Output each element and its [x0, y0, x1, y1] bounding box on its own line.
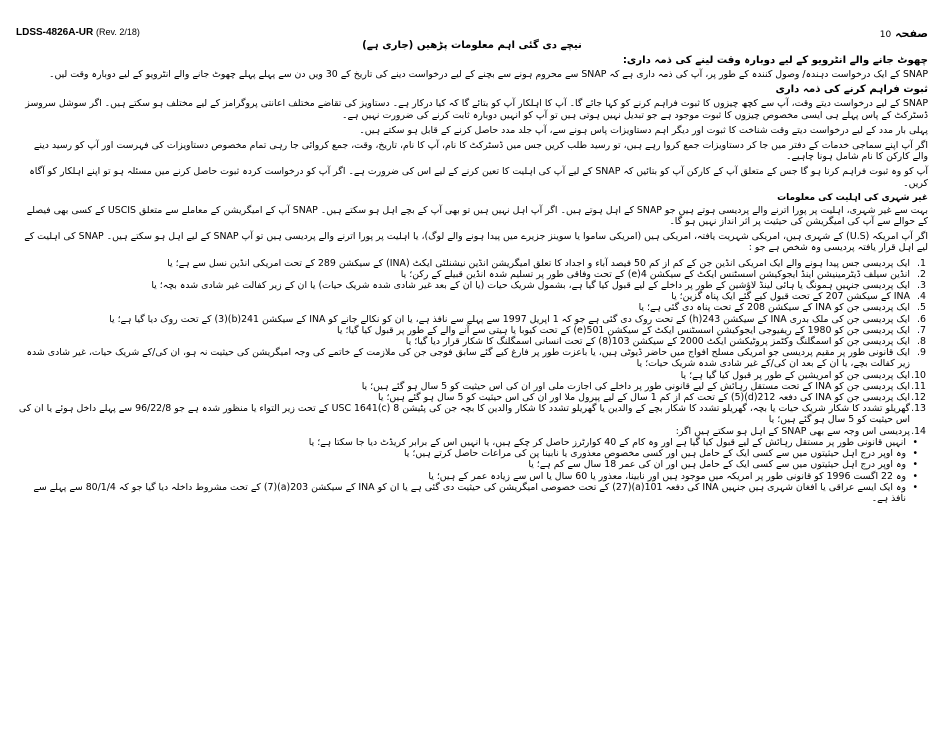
item-number: 1.: [917, 257, 926, 269]
proof-paragraph-1: SNAP کے لیے درخواست دیتے وقت، آپ سے کچھ چیزوں کا ثبوت فراہم کرنے کو کہا جائے گا۔ آپ کا اہلکار آپ کو بتائے گا کہ کیا درکار ہے۔ دستاویز کی تقاضے مختلف اعانتی پروگرامز کے لیے مختلف ہو سکتے ہیں۔ اگر سوشل سروسز ڈسٹرکٹ کے پاس پہلے ہی ایسی مخصوص چیزوں کا ثبوت موجود ہے جو تبدیل نہیں ہوتی ہیں تو آپ کو انہیں دوبارہ ثابت کرنے کی ضرورت نہیں ہے۔: [25, 98, 928, 121]
list-item: [16, 291, 926, 303]
form-revision: (Rev. 2/18): [96, 27, 140, 37]
bullet-item: • وہ ایک ایسے عراقی یا افغان شہری ہیں جنہیں INA کی دفعہ 101(a)(27) کے تحت خصوصی امیگریشن کی حیثیت دی گئی ہے یا ان کو INA کے سیکشن 203(a)(7) کے تحت مشروط داخلہ دیا گیا جو کہ 80/1/4 سے پہلے سے نافذ ہے۔: [16, 482, 906, 504]
bullet-item: • وہ 22 اگست 1996 کو قانونی طور پر امریکہ میں موجود ہیں اور نابینا، معذور یا 60 سال یا اس سے زیادہ عمر کے ہیں؛ یا: [16, 471, 906, 482]
list-item: [16, 392, 926, 404]
item-number: 7.: [917, 324, 926, 336]
item-number: 4.: [917, 291, 926, 303]
item-text: ایک قانونی طور پر مقیم پردیسی جو امریکی مسلح افواج میں حاضر ڈیوٹی ہیں، یا باعزت طور پر فارغ کیے گئے سابق فوجی جن کی ملازمت کے خاتمے کی وجہ امیگریشن کی حیثیت نہ ہو، ان کی/کے شریک حیات، غیر شادی شدہ زیر کفالت بچے، یا ان کے بعد ان کی/کے غیر شادی شدہ شریک حیات؛ یا: [26, 347, 910, 370]
item-text: ایک پردیسی جن کو اسمگلنگ وکٹمز پروٹیکشن ایکٹ 2000 کے سیکشن 103(8) کے تحت انسانی اسمگلنگ کا شکار قرار دیا گیا؛ یا: [405, 336, 910, 348]
proof-paragraph-4: آپ کو وہ ثبوت فراہم کرنا ہو گا جس کے متعلق آپ کے کارکن آپ کو بتائیں کہ SNAP کے لیے آپ کی اہلیت کا تعین کرنے کے لیے اس کی ضرورت ہے۔ اگر آپ کو درخواست کردہ ثبوت حاصل کرنے میں مسئلہ ہو تو اپنے اہلکار کو آگاہ کریں۔: [29, 166, 928, 189]
form-id-code: LDSS-4826A-UR: [16, 27, 94, 38]
bullet-item: • وہ اوپر درج اہل حیثیتوں میں سے کسی ایک کے حامل ہیں اور ان کی عمر 18 سال سے کم ہے؛ یا: [16, 459, 906, 470]
list-item: [16, 324, 926, 336]
missed-interview-body: SNAP کے ایک درخواست دہندہ/ وصول کنندہ کے طور پر، آپ کی ذمہ داری ہے کہ SNAP سے محروم ہونے سے بچنے کے لیے درخواست دینے کی تاریخ کے 30 ویں دن سے پہلے پہلے چھوٹ جانے والے انٹرویو کے لیے دوبارہ وقت لیں۔: [48, 69, 928, 81]
missed-interview-heading: چھوٹ جانے والے انٹرویو کے لیے دوبارہ وقت لینے کی ذمہ داری:: [622, 55, 928, 67]
item-number: 2.: [917, 268, 926, 280]
list-item: [16, 347, 926, 370]
page-indicator: [880, 27, 928, 40]
proof-heading: ثبوت فراہم کرنے کی ذمہ داری: [775, 84, 928, 96]
item-number: 9.: [917, 347, 926, 359]
list-item: [16, 268, 926, 280]
item-text: پردیسی اس وجہ سے بھی SNAP کے اہل ہو سکتے ہیں اگر:: [675, 425, 910, 437]
qualified-alien-list: [16, 258, 928, 437]
item-text: ایک پردیسی جن کی ملک بدری INA کے سیکشن 243(h) کے تحت روک دی گئی ہے جو کہ 1 اپریل 1997 سے پہلے سے نافذ ہے، یا ان کو نکالے جانے کو INA کے سیکشن 241(b)(3) کے تحت روک دیا گیا ہے؛ یا: [109, 313, 910, 325]
noncitizen-paragraph-2: اگر آپ امریکہ (U.S) کے شہری ہیں، امریکی شہریت یافتہ، امریکی ہیں (امریکی ساموا یا سوینز جزیرے میں پیدا ہونے والے لوگ)، یا اہلیت پر پورا اترنے والے پردیسی ہیں تو آپ SNAP کے لیے اہل ہو سکتے ہیں۔ SNAP کی اہلیت کے لیے اہل قرار یافتہ پردیسی وہ شخص ہے جو :: [24, 231, 928, 254]
page-label: صفحہ: [895, 27, 928, 40]
list-item: [16, 369, 926, 381]
item-number: 14.: [911, 425, 926, 437]
item-number: 11.: [911, 380, 926, 392]
item-number: 10.: [911, 369, 926, 381]
list-item: [16, 380, 926, 392]
bullet-item: • انہیں قانونی طور پر مستقل رہائش کے لیے قبول کیا گیا ہے اور وہ کام کے 40 کوارٹرز حاصل کر چکے ہیں، یا انہیں اس کے برابر کریڈٹ دیا جا سکتا ہے؛ یا: [16, 437, 906, 448]
proof-paragraph-3: اگر آپ اپنے سماجی خدمات کے دفتر میں جا کر دستاویزات جمع کروا رہے ہیں، تو رسید طلب کریں جس میں ڈسٹرکٹ کا نام، آپ کا نام، تاریخ، وقت، جمع کروائی جا رہی تمام مخصوص دستاویزات کی فہرست اور آپ کو رسید دینے والے کارکن کا نام شامل ہونا چاہیے۔: [33, 140, 928, 163]
item-text: ایک پردیسی جس پیدا ہونے والے ایک امریکی انڈین جن کے کم از کم 50 فیصد آباء و اجداد کا تعلق امیگریشن انڈین نیشنلٹی ایکٹ (INA) کے سیکشن 289 کے تحت امریکی انڈین نسل سے ہے؛ یا: [167, 257, 910, 269]
bullet-item: • وہ اوپر درج اہل حیثیتوں میں سے کسی ایک کے حامل ہیں اور کسی مخصوص معذوری یا نابینا پن کی مراعات حاصل کرتے ہیں؛ یا: [16, 448, 906, 459]
item-number: 3.: [917, 280, 926, 292]
item-text: ایک پردیسی جن کو INA کے تحت مستقل رہائش کے لیے قانونی طور پر داخلے کی اجازت ملی اور ان کی اس حیثیت کو 5 سال ہو گئے ہیں؛ یا: [361, 380, 910, 392]
item-number: 13.: [911, 403, 926, 415]
proof-paragraph-2: پہلی بار مدد کے لیے درخواست دیتے وقت شناخت کا ثبوت اور دیگر اہم دستاویزات پاس ہونے سے، آپ جلد مدد حاصل کرنے کے قابل ہو سکتے ہیں۔: [359, 124, 928, 136]
list-item: [16, 336, 926, 348]
page-number: 10: [879, 30, 892, 40]
item-number: 12.: [911, 392, 926, 404]
list-item: [16, 280, 926, 292]
item-text: ایک پردیسی جن کو INA کی دفعہ 212(d)(5) کے تحت کم از کم 1 سال کے لیے پیرول ملا اور ان کی اس حیثیت کو 5 سال ہو گئے ہیں؛ یا: [378, 392, 910, 404]
item-number: 6.: [917, 313, 926, 325]
list-item: [16, 257, 926, 269]
item-text: INA کے سیکشن 207 کے تحت قبول کیے گئے ایک پناہ گزین؛ یا: [671, 291, 910, 303]
item-number: 5.: [917, 302, 926, 314]
list-item: [16, 403, 926, 426]
list-item: [16, 313, 926, 325]
list-item: [16, 302, 926, 314]
item-text: ایک پردیسی جن کو امریشین کے طور پر قبول کیا گیا ہے؛ یا: [680, 369, 910, 381]
item-number: 8.: [917, 336, 926, 348]
additional-eligibility-bullets: [16, 437, 928, 504]
form-id: [16, 27, 140, 38]
noncitizen-heading: غیر شہری کی اہلیت کی معلومات: [777, 192, 928, 203]
page-title: نیچے دی گئی اہم معلومات پڑھیں (جاری ہے): [362, 40, 582, 51]
item-text: انڈین سیلف ڈیٹرمینیشن اینڈ ایجوکیشن اسسٹنس ایکٹ کے سیکشن 4(e) کے تحت وفاقی طور پر تسلیم شدہ انڈین قبیلے کے رکن؛ یا: [400, 268, 910, 280]
item-text: ایک پردیسی جن کو 1980 کے ریفیوجی ایجوکیشن اسسٹنس ایکٹ کے سیکشن 501(e) کے تحت کیوبا یا ہیتی سے آنے والے کے طور پر قبول کیا گیا؛ یا: [337, 324, 910, 336]
item-text: ایک پردیسی جن کو INA کے سیکشن 208 کے تحت پناہ دی گئی ہے؛ یا: [638, 302, 910, 314]
main-content: [16, 40, 928, 504]
item-text: گھریلو تشدد کا شکار شریک حیات یا بچہ، گھریلو تشدد کا شکار بچے کے والدین یا گھریلو تشدد کا شکار والدین کا بچہ جن کی پٹیشن 8 USC 1641(c) کے تحت زیر التواء یا منظور شدہ ہے جو 96/22/8 سے پہلے داخل ہوئے یا ان کی اس حیثیت کو 5 سال ہو گئے ہیں؛ یا: [18, 403, 910, 426]
item-text: ایک پردیسی جنہیں ہمونگ یا ہائی لینڈ لاؤشین کے طور پر داخلے کے لیے قبول کیا گیا ہے، بشمول شریک حیات (یا ان کے بعد غیر شادی شدہ شریک حیات) یا ان کے زیر کفالت غیر شادی شدہ بچہ؛ یا: [151, 280, 910, 292]
noncitizen-paragraph-1: بہت سے غیر شہری، اہلیت پر پورا اترنے والے پردیسی ہوتے ہیں جو SNAP کے اہل ہوتے ہیں۔ اگر آپ اہل نہیں ہیں تو بھی آپ کے بچے اہل ہو سکتے ہیں۔ SNAP آپ کے امیگریشن کے معاملے سے متعلق USCIS کے کسی بھی فیصلے کے حوالے سے آپ کی امیگریشن کی حیثیت پر اثر انداز نہیں ہو گا۔: [26, 204, 928, 228]
list-item: [16, 425, 926, 437]
